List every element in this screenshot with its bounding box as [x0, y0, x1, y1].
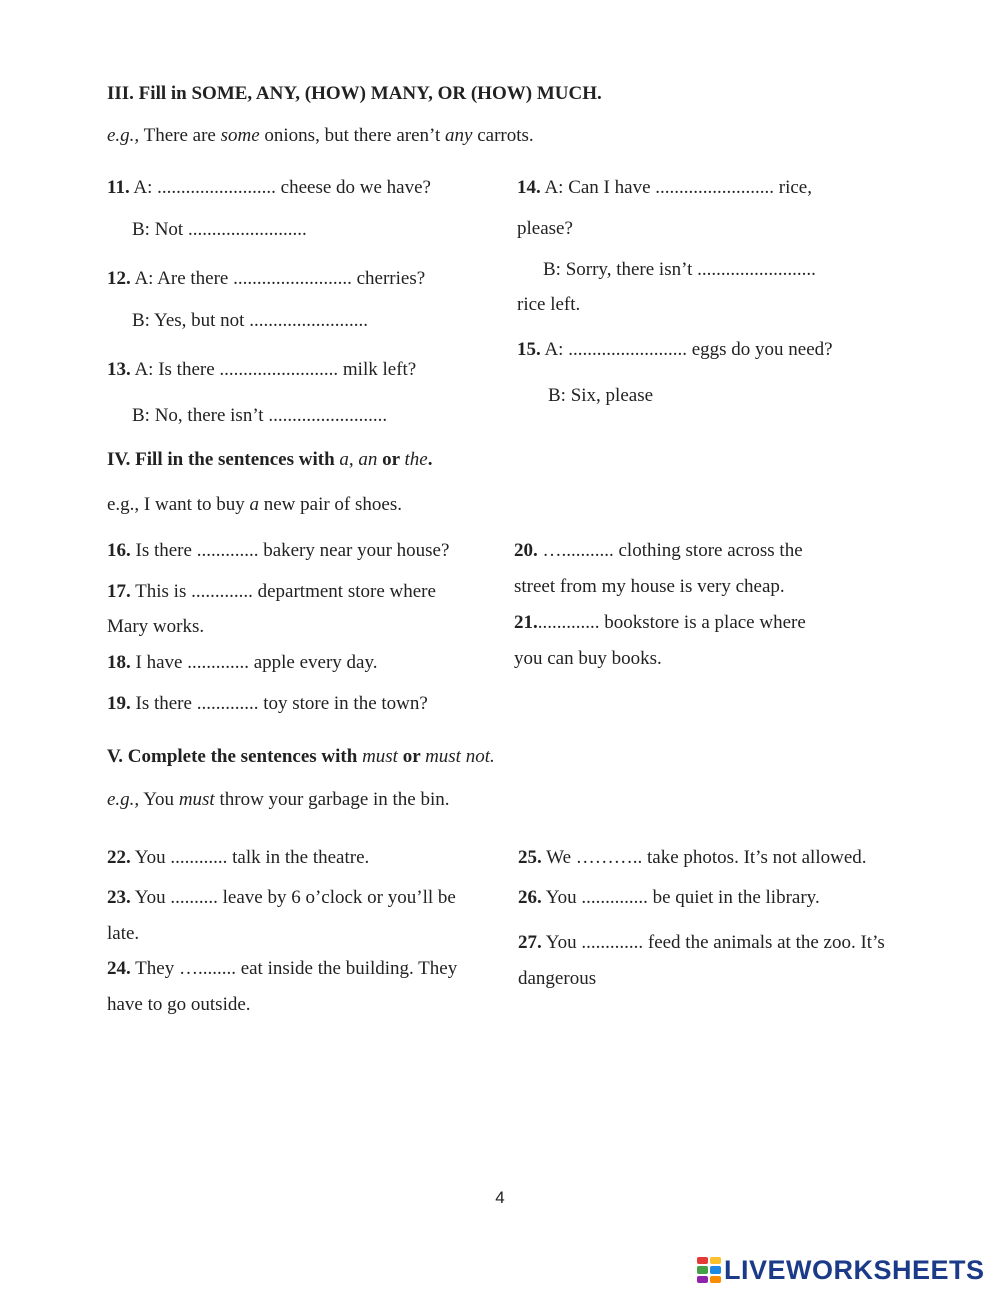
question-13-a: 13. A: Is there ......................... milk left? [107, 359, 417, 380]
example-word: any [445, 125, 473, 146]
section-4-example: e.g., I want to buy a new pair of shoes. [107, 494, 402, 515]
question-25: 25. We ……….. take photos. It’s not allowed. [518, 847, 867, 868]
question-12-a: 12. A: Are there ......................... cherries? [107, 268, 426, 289]
liveworksheets-logo[interactable] [697, 1255, 985, 1285]
question-19: 19. Is there ............. toy store in the town? [107, 693, 428, 714]
question-14-a-cont: please? [517, 218, 573, 239]
question-14-b: B: Sorry, there isn’t ......................... [543, 259, 816, 280]
example-text: There are [139, 125, 221, 146]
question-20: 20. …........... clothing store across the [514, 540, 803, 561]
question-23-cont: late. [107, 923, 140, 944]
question-14-a: 14. A: Can I have ......................... rice, [517, 177, 812, 198]
question-27: 27. You ............. feed the animals at the zoo. It’s [518, 932, 885, 953]
section-5-title: V. Complete the sentences with must or must not. [107, 746, 495, 767]
question-24-cont: have to go outside. [107, 994, 251, 1015]
question-24: 24. They …........ eat inside the building. They [107, 958, 458, 979]
question-20-cont: street from my house is very cheap. [514, 576, 785, 597]
question-15-b: B: Six, please [548, 385, 654, 406]
question-21: 21.............. bookstore is a place where [514, 612, 806, 633]
logo-text: LIVEWORKSHEETS [724, 1254, 985, 1285]
question-12-b: B: Yes, but not ......................... [132, 310, 368, 331]
section-3-example [107, 125, 534, 148]
question-13-b: B: No, there isn’t ......................... [132, 405, 388, 426]
question-27-cont: dangerous [518, 968, 597, 989]
question-26: 26. You .............. be quiet in the library. [518, 887, 820, 908]
question-11-b: B: Not ......................... [132, 219, 307, 240]
section-4-title: IV. Fill in the sentences with a, an or the. [107, 449, 433, 470]
page-number: 4 [495, 1188, 505, 1207]
example-text: onions, but there aren’t [259, 125, 446, 146]
question-21-cont: you can buy books. [514, 648, 662, 669]
section-5-example: e.g., You must throw your garbage in the bin. [107, 789, 450, 810]
question-16: 16. Is there ............. bakery near your house? [107, 540, 450, 561]
example-text: carrots. [472, 125, 534, 146]
example-label: e.g., [107, 125, 140, 146]
question-11-a: 11. A: ......................... cheese do we have? [107, 177, 431, 198]
question-22: 22. You ............ talk in the theatre. [107, 847, 370, 868]
question-14-b-cont: rice left. [517, 294, 581, 315]
section-3-title: III. Fill in SOME, ANY, (HOW) MANY, OR (HOW) MUCH. [107, 83, 602, 104]
example-word: some [220, 125, 260, 146]
question-23: 23. You .......... leave by 6 o’clock or you’ll be [107, 887, 456, 908]
question-15-a: 15. A: ......................... eggs do you need? [517, 339, 833, 360]
logo-blocks-icon [697, 1257, 721, 1283]
question-17-cont: Mary works. [107, 616, 205, 637]
question-18: 18. I have ............. apple every day. [107, 652, 378, 673]
question-17: 17. This is ............. department store where [107, 581, 436, 602]
